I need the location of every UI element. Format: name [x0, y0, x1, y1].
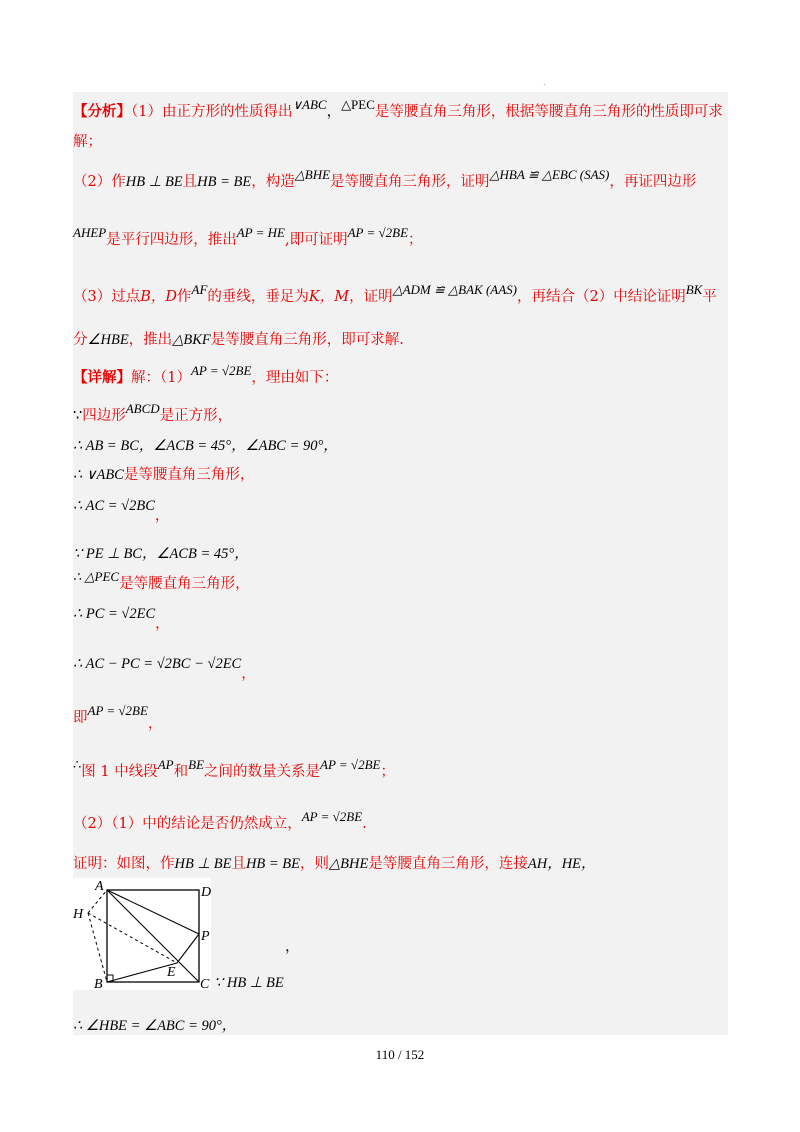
- page-number: 110 / 152: [375, 1047, 425, 1062]
- analysis-line-3: （2）作HB ⊥ BE且HB = BE，构造△BHE是等腰直角三角形，证明△HBA ≌ △EBC (SAS)，再证四边形: [73, 167, 697, 190]
- detail-line-4: ∴ ∨ABC是等腰直角三角形，: [73, 467, 255, 483]
- detail-line-15: ∴ ∠HBE = ∠ABC = 90°，: [73, 1018, 237, 1034]
- figure-comma: ，: [285, 939, 300, 955]
- detail-line-3: ∴ AB = BC，∠ACB = 45°，∠ABC = 90°，: [73, 438, 338, 454]
- analysis-line-1: 【分析】（1）由正方形的性质得出∨ABC，△PEC是等腰直角三角形，根据等腰直角三角形的性质即可求: [73, 97, 723, 120]
- segment-ep: [177, 934, 199, 963]
- detail-line-6: ∵ PE ⊥ BC，∠ACB = 45°，: [73, 546, 249, 562]
- label-d: D: [201, 885, 211, 900]
- detail-line-14: ∵ HB ⊥ BE: [214, 975, 284, 991]
- segment-ap: [107, 890, 199, 934]
- detail-line-13: 证明：如图，作HB ⊥ BE且HB = BE，则△BHE是等腰直角三角形，连接AH，HE，: [73, 856, 596, 872]
- label-p: P: [201, 929, 210, 944]
- detail-line-1: 【详解】解：（1）AP = √2BE，理由如下：: [73, 363, 339, 386]
- detail-line-9: ∴ AC − PC = √2BC − √2EC，: [73, 656, 256, 682]
- scan-dot: .: [543, 78, 546, 87]
- segment-ac: [107, 890, 199, 982]
- analysis-line-6: 分∠HBE，推出△BKF是等腰直角三角形，即可求解.: [73, 332, 404, 348]
- detail-line-11: ∴图 1 中线段AP和BE之间的数量关系是AP = √2BE；: [73, 757, 395, 780]
- label-h: H: [73, 907, 84, 922]
- square-diagram: [73, 878, 211, 990]
- detail-line-8: ∴ PC = √2EC，: [73, 606, 170, 632]
- detail-line-12: （2）（1）中的结论是否仍然成立，AP = √2BE.: [73, 809, 367, 832]
- geometry-figure: [73, 878, 211, 990]
- analysis-line-2: 解；: [73, 134, 102, 150]
- label-a: A: [95, 879, 104, 894]
- dashed-he: [88, 913, 177, 963]
- label-c: C: [200, 977, 210, 990]
- analysis-line-5: （3）过点B，D作AF的垂线，垂足为K，M，证明△ADM ≌ △BAK (AAS)，再结合（2）中结论证明BK平: [73, 282, 717, 305]
- detail-line-7: ∴ △PEC是等腰直角三角形，: [73, 569, 250, 592]
- detail-line-5: ∴ AC = √2BC，: [73, 498, 170, 524]
- detail-line-2: ∵四边形ABCD是正方形，: [73, 401, 233, 424]
- dashed-hb: [88, 913, 107, 982]
- analysis-line-4: AHEP是平行四边形，推出AP = HE,即可证明AP = √2BE；: [73, 225, 423, 248]
- label-e: E: [167, 965, 176, 980]
- detail-line-10: 即AP = √2BE，: [73, 703, 163, 732]
- label-b: B: [94, 977, 103, 990]
